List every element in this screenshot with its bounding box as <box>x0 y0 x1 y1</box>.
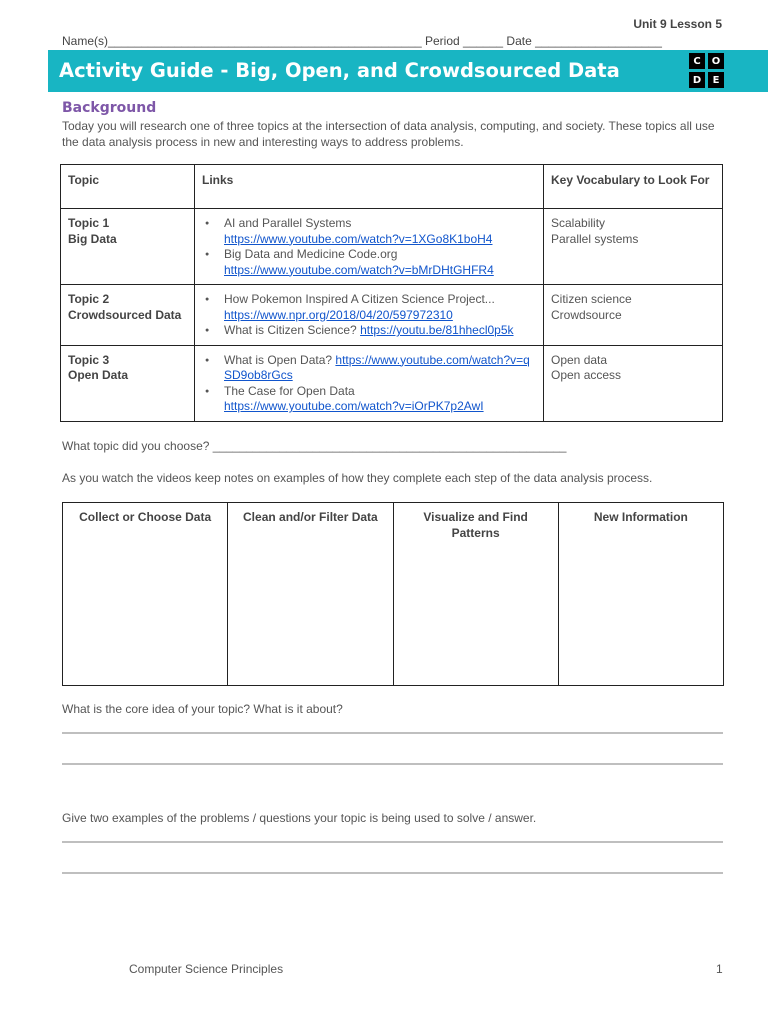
table-row <box>61 209 723 285</box>
vocab-term: Crowdsource <box>551 307 622 322</box>
list-item <box>202 384 536 415</box>
footer-course-name: Computer Science Principles <box>129 962 284 976</box>
logo-letter: E <box>708 72 724 88</box>
link-label: ● AI and Parallel Systems <box>224 216 352 230</box>
logo-letter: C <box>689 53 705 69</box>
topic-number: Topic 2 <box>68 292 110 306</box>
logo-letter: D <box>689 72 705 88</box>
list-item <box>202 323 536 339</box>
logo-letter: O <box>708 53 724 69</box>
video-link[interactable]: https://www.youtube.com/watch?v=iOrPK7p2AwI <box>224 399 484 413</box>
video-link[interactable]: https://youtu.be/81hhecl0p5k <box>360 323 514 337</box>
notes-column-new-information[interactable]: New Information <box>558 503 723 686</box>
answer-line[interactable] <box>62 732 723 734</box>
vocab-term: Open data <box>551 352 608 367</box>
answer-line[interactable] <box>62 841 723 843</box>
vocab-term: Parallel systems <box>551 231 639 246</box>
vocab-cell <box>544 209 723 285</box>
vocab-term: Citizen science <box>551 292 632 306</box>
name-period-date-line: Name(s)_______________________________________________ Period ______ Date ___________________ <box>62 34 662 48</box>
core-idea-question: What is the core idea of your topic? What is it about? <box>62 702 343 716</box>
notes-column-clean[interactable]: Clean and/or Filter Data <box>228 503 393 686</box>
topic-choice-question: What topic did you choose? _____________________________________________________ <box>62 439 567 453</box>
notes-column-visualize[interactable]: Visualize and Find Patterns <box>393 503 558 686</box>
answer-line[interactable] <box>62 763 723 765</box>
topic-name: Big Data <box>68 231 117 246</box>
topic-name: Crowdsourced Data <box>68 307 182 322</box>
column-header-links: Links <box>195 165 544 209</box>
notes-instruction: As you watch the videos keep notes on examples of how they complete each step of the data analysis process. <box>62 471 653 485</box>
vocab-term: Scalability <box>551 216 606 230</box>
link-label: What is Citizen Science? <box>224 323 357 337</box>
topic-cell <box>61 345 195 421</box>
column-header-vocabulary: Key Vocabulary to Look For <box>544 165 723 209</box>
article-link[interactable]: https://www.npr.org/2018/04/20/597972310 <box>224 307 453 322</box>
topic-number: Topic 3 <box>68 352 110 367</box>
topic-cell <box>61 209 195 285</box>
table-header-row <box>61 165 723 209</box>
topic-number: Topic 1 <box>68 216 110 230</box>
list-item <box>202 292 536 323</box>
list-item <box>202 247 536 278</box>
table-row <box>61 345 723 421</box>
unit-lesson-label: Unit 9 Lesson 5 <box>633 17 722 31</box>
vocab-cell <box>544 285 723 346</box>
code-org-logo <box>689 53 724 88</box>
link-label: ● Big Data and Medicine Code.org <box>224 247 398 261</box>
background-text: Today you will research one of three topics at the intersection of data analysis, computing, and society. These topics all use the data analysis process in new and interesting ways to address problems. <box>62 119 715 149</box>
link-label: What is Open Data? <box>224 352 333 367</box>
table-row <box>61 285 723 346</box>
data-analysis-notes-table <box>62 502 724 686</box>
links-cell <box>195 345 544 421</box>
footer-page-number: 1 <box>716 962 723 976</box>
links-cell <box>195 285 544 346</box>
links-cell <box>195 209 544 285</box>
table-row <box>63 503 724 686</box>
vocab-cell <box>544 345 723 421</box>
list-item <box>202 353 536 384</box>
link-label: ● The Case for Open Data <box>224 383 355 398</box>
list-item <box>202 216 536 247</box>
background-heading: Background <box>62 100 157 116</box>
link-label: ● How Pokemon Inspired A Citizen Science Project... <box>224 292 495 306</box>
video-link[interactable]: https://www.youtube.com/watch?v=qSD9ob8rGcs <box>224 352 530 382</box>
topics-table <box>60 164 723 422</box>
notes-column-collect[interactable]: Collect or Choose Data <box>63 503 228 686</box>
topic-name: Open Data <box>68 368 129 382</box>
topic-cell <box>61 285 195 346</box>
column-header-topic: Topic <box>61 165 195 209</box>
page-title: Activity Guide - Big, Open, and Crowdsourced Data <box>59 59 620 82</box>
title-banner <box>48 50 768 92</box>
vocab-term: Open access <box>551 368 622 382</box>
examples-question: Give two examples of the problems / questions your topic is being used to solve / answer. <box>62 811 537 825</box>
answer-line[interactable] <box>62 872 723 874</box>
video-link[interactable]: https://www.youtube.com/watch?v=bMrDHtGHFR4 <box>224 262 494 277</box>
video-link[interactable]: https://www.youtube.com/watch?v=1XGo8K1boH4 <box>224 231 493 246</box>
